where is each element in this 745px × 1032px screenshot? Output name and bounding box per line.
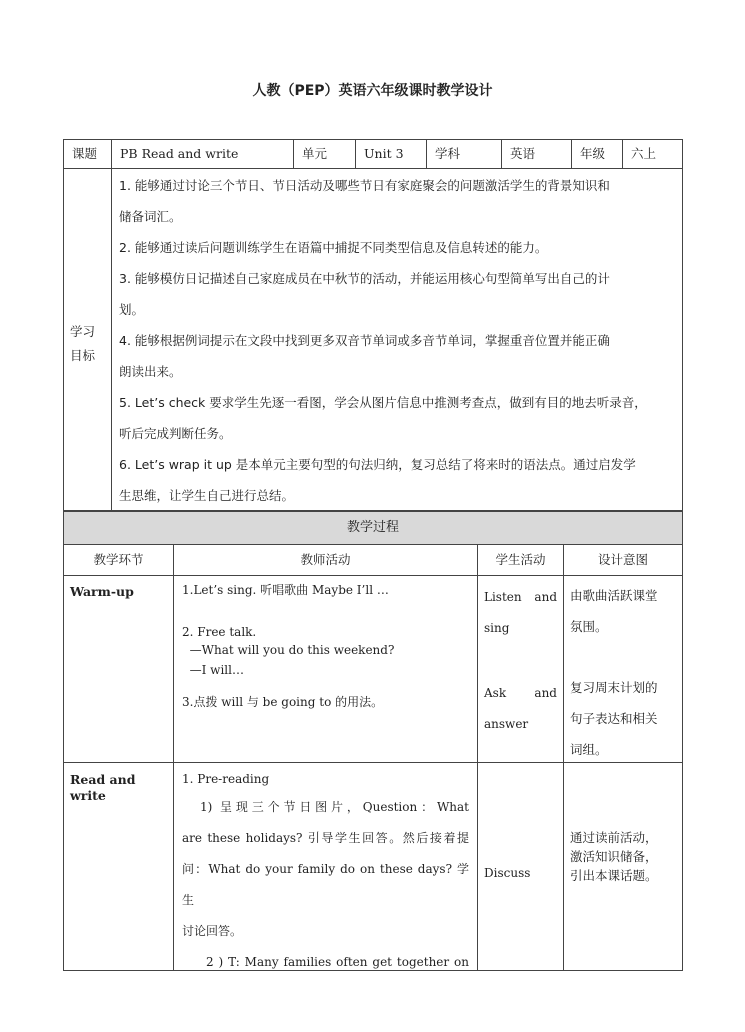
subject-value: 英语 bbox=[510, 146, 536, 161]
teacher-line: 1.Let’s sing. 听唱歌曲 Maybe I’ll … bbox=[182, 583, 389, 597]
teacher-activity-read-and-write bbox=[173, 762, 478, 971]
column-header-text: 教师活动 bbox=[300, 552, 351, 567]
teacher-line: 讨论回答。 bbox=[182, 924, 243, 938]
student-line: sing bbox=[484, 621, 510, 635]
student-line: Listen and bbox=[484, 590, 557, 604]
objective-line: 生思维，让学生自己进行总结。 bbox=[119, 488, 295, 503]
objectives-label-line2: 目标 bbox=[70, 348, 96, 363]
process-section-title bbox=[63, 511, 683, 545]
subject-label: 学科 bbox=[435, 146, 461, 161]
teacher-line: 1) 呈现三个节日图片，Question：What bbox=[200, 800, 469, 814]
lesson-label-cell bbox=[63, 139, 112, 169]
student-line: answer bbox=[484, 717, 529, 731]
student-activity-read-and-write bbox=[477, 762, 564, 971]
objective-line: 1. 能够通过讨论三个节日、节日活动及哪些节日有家庭聚会的问题激活学生的背景知识和 bbox=[119, 178, 610, 193]
teacher-line: 2. Free talk. bbox=[182, 625, 257, 639]
intent-line: 句子表达和相关 bbox=[570, 711, 658, 726]
column-header-text: 设计意图 bbox=[597, 552, 648, 567]
column-header-intent bbox=[563, 544, 683, 576]
grade-value: 六上 bbox=[631, 146, 657, 161]
objective-line: 5. Let’s check 要求学生先逐一看图，学会从图片信息中推测考查点，做到有目的地去听录音， bbox=[119, 395, 647, 410]
objective-line: 划。 bbox=[119, 302, 145, 317]
teacher-activity-warmup bbox=[173, 575, 478, 763]
intent-warmup bbox=[563, 575, 683, 763]
teacher-line: 问：What do your family do on these days? 学生 bbox=[182, 862, 469, 907]
objective-line: 3. 能够模仿日记描述自己家庭成员在中秋节的活动，并能运用核心句型简单写出自己的计 bbox=[119, 271, 610, 286]
unit-value: Unit 3 bbox=[364, 146, 404, 161]
grade-label: 年级 bbox=[580, 146, 606, 161]
student-line: Discuss bbox=[484, 866, 531, 880]
teacher-line: 2 ) T: Many families often get together on bbox=[206, 955, 469, 969]
objectives-label-cell bbox=[63, 168, 112, 511]
objective-line: 2. 能够通过读后问题训练学生在语篇中捕捉不同类型信息及信息转述的能力。 bbox=[119, 240, 548, 255]
column-header-teacher bbox=[173, 544, 478, 576]
lesson-value: PB Read and write bbox=[120, 146, 239, 161]
objective-line: 朗读出来。 bbox=[119, 364, 182, 379]
student-activity-warmup bbox=[477, 575, 564, 763]
intent-line: 激活知识储备， bbox=[570, 849, 658, 864]
teacher-line: —I will… bbox=[182, 663, 244, 677]
unit-value-cell bbox=[355, 139, 427, 169]
intent-read-and-write bbox=[563, 762, 683, 971]
objective-line: 6. Let’s wrap it up 是本单元主要句型的句法归纳，复习总结了将来时的语法点。通过启发学 bbox=[119, 457, 636, 472]
teacher-line: —What will you do this weekend? bbox=[182, 643, 395, 657]
stage-cell-warmup bbox=[63, 575, 174, 763]
intent-line: 词组。 bbox=[570, 742, 608, 757]
process-section-title-text: 教学过程 bbox=[346, 520, 399, 535]
column-header-stage bbox=[63, 544, 174, 576]
column-header-student bbox=[477, 544, 564, 576]
intent-line: 复习周末计划的 bbox=[570, 680, 658, 695]
intent-line: 通过读前活动， bbox=[570, 830, 658, 845]
unit-label: 单元 bbox=[302, 146, 328, 161]
intent-line: 由歌曲活跃课堂 bbox=[570, 588, 658, 603]
page-title: 人教（PEP）英语六年级课时教学设计 bbox=[252, 83, 493, 99]
grade-value-cell bbox=[622, 139, 683, 169]
teacher-line: 3.点拨 will 与 be going to 的用法。 bbox=[182, 695, 384, 709]
objective-line: 4. 能够根据例词提示在文段中找到更多双音节单词或多音节单词，掌握重音位置并能正确 bbox=[119, 333, 610, 348]
subject-value-cell bbox=[501, 139, 572, 169]
objective-line: 储备词汇。 bbox=[119, 209, 182, 224]
stage-name: Read and write bbox=[70, 772, 136, 803]
grade-label-cell bbox=[571, 139, 623, 169]
unit-label-cell bbox=[293, 139, 356, 169]
lesson-value-cell bbox=[111, 139, 294, 169]
column-header-text: 学生活动 bbox=[495, 552, 546, 567]
stage-name: Warm-up bbox=[70, 584, 134, 599]
subject-label-cell bbox=[426, 139, 502, 169]
objectives-label-line1: 学习 bbox=[70, 324, 96, 339]
teacher-line: are these holidays? 引导学生回答。然后接着提 bbox=[182, 831, 469, 845]
objective-line: 听后完成判断任务。 bbox=[119, 426, 232, 441]
stage-cell-read-and-write bbox=[63, 762, 174, 971]
lesson-label: 课题 bbox=[72, 146, 98, 161]
column-header-text: 教学环节 bbox=[93, 552, 144, 567]
intent-line: 氛围。 bbox=[570, 619, 608, 634]
student-line: Ask and bbox=[484, 686, 557, 700]
intent-line: 引出本课话题。 bbox=[570, 868, 658, 883]
objectives-content-cell bbox=[111, 168, 683, 511]
teacher-line: 1. Pre-reading bbox=[182, 772, 270, 786]
